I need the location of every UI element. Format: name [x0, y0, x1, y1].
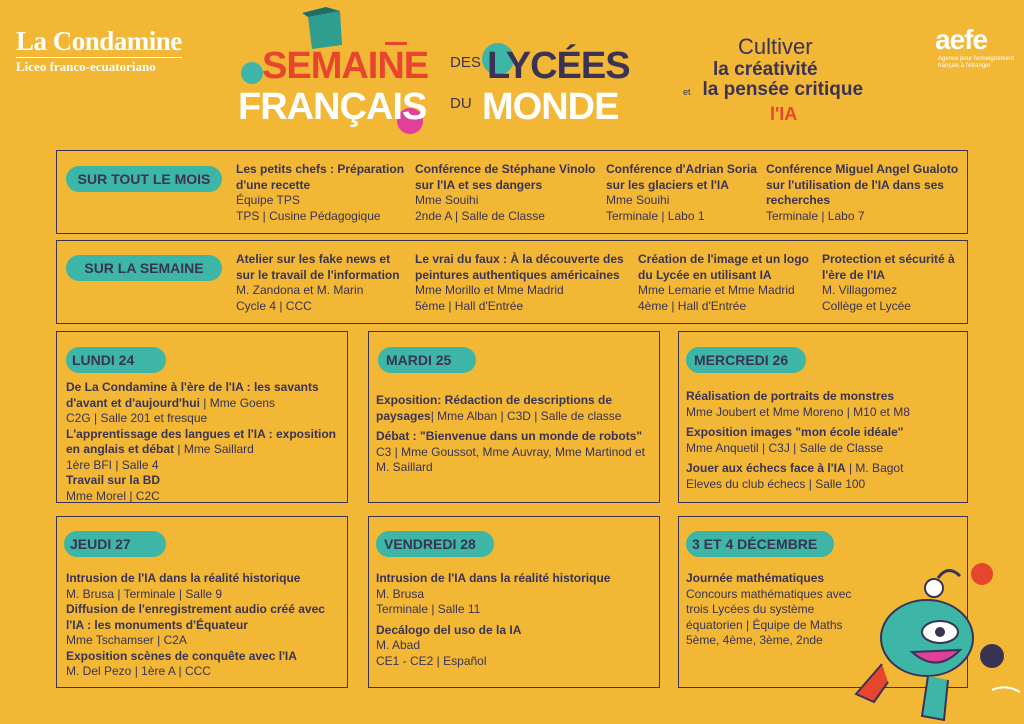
week-item-title: Atelier sur les fake news et sur le travail de l'information	[236, 252, 400, 282]
event-title: Jouer aux échecs face à l'IA	[686, 461, 846, 475]
event-detail: M. Abad	[376, 638, 421, 652]
event-detail: Mme Anquetil | C3J | Salle de Classe	[686, 440, 883, 455]
title-des: DES	[450, 54, 481, 71]
mardi-content	[376, 393, 654, 476]
week-item-line: Collège et Lycée	[822, 298, 911, 313]
month-item-title: Conférence de Stéphane Vinolo sur l'IA et ses dangers	[415, 162, 596, 192]
teal-cube-shape	[308, 11, 342, 49]
vendredi-label: VENDREDI 28	[376, 531, 494, 557]
character-pupil	[935, 627, 945, 637]
lightbulb-shape	[925, 579, 943, 597]
school-logo	[16, 28, 182, 75]
month-item-2	[415, 162, 605, 224]
mercredi-content	[686, 389, 964, 492]
week-item-line: Cycle 4 | CCC	[236, 298, 312, 313]
event-detail: | Mme Goens	[199, 395, 276, 410]
tagline-et: et	[683, 87, 691, 97]
week-label: SUR LA SEMAINE	[66, 255, 222, 281]
teal-star-shape	[241, 62, 263, 84]
month-item-line: Mme Souihi	[415, 193, 479, 207]
event-title: Débat : "Bienvenue dans un monde de robots"	[376, 429, 643, 443]
event-detail: C2G | Salle 201 et fresque	[66, 411, 208, 425]
week-item-title: Création de l'image et un logo du Lycée en utilisant IA	[638, 252, 809, 282]
month-item-line: Équipe TPS	[236, 193, 300, 207]
tagline-cultiver: Cultiver	[738, 34, 813, 59]
red-ball-shape	[971, 563, 993, 585]
decembre-label: 3 ET 4 DÉCEMBRE	[686, 531, 834, 557]
title-monde: MONDE	[482, 86, 619, 128]
event-detail: Eleves du club échecs | Salle 100	[686, 476, 866, 491]
jeudi-label: JEUDI 27	[64, 531, 166, 557]
week-item-4	[822, 252, 966, 314]
week-item-2	[415, 252, 633, 314]
week-item-line: Mme Morillo et Mme Madrid	[415, 283, 564, 297]
week-item-3	[638, 252, 814, 314]
event-title: De La Condamine à l'ère de l'IA : les savants d'avant et d'aujourd'hui	[66, 380, 319, 410]
event-detail: CE1 - CE2 | Español	[376, 653, 487, 668]
month-item-line: Terminale | Labo 7	[766, 208, 865, 223]
character-arm	[856, 664, 888, 702]
event-title: Diffusion de l'enregistrement audio créé avec l'IA : les monuments d'Équateur	[66, 602, 325, 632]
month-item-1	[236, 162, 412, 224]
event-title: Decálogo del uso de la IA	[376, 622, 522, 637]
event-detail: M. Brusa | Terminale | Salle 9	[66, 586, 223, 601]
event-detail: | M. Bagot	[845, 461, 904, 475]
event-detail: M. Del Pezo | 1ère A | CCC	[66, 664, 211, 678]
event-title: Travail sur la BD	[66, 473, 161, 487]
tagline-line1: la créativité	[713, 59, 818, 80]
school-name: La Condamine	[16, 26, 182, 56]
event-detail: Concours mathématiques avec trois Lycées du système équatorien | Équipe de Maths	[686, 586, 852, 632]
event-detail: 5ème, 4ème, 3ème, 2nde	[686, 633, 823, 647]
event-title: Exposition: Rédaction de descriptions de paysages	[376, 393, 613, 423]
week-item-line: 4ème | Hall d'Entrée	[638, 298, 747, 313]
aefe-subtitle: Agence pour l'enseignement français à l'étranger	[938, 56, 1014, 69]
week-item-line: M. Villagomez	[822, 283, 898, 297]
month-item-line: TPS | Cusine Pédagogique	[236, 208, 381, 223]
swirl-shape	[938, 570, 960, 578]
title-lycees: LYCÉES	[487, 45, 630, 87]
aefe-logo: aefe	[935, 24, 988, 55]
event-detail: | Mme Saillard	[174, 442, 254, 456]
jeudi-content	[66, 571, 344, 680]
lundi-event-1	[66, 380, 344, 411]
lundi-label: LUNDI 24	[66, 347, 166, 373]
tagline-ia: l'IA	[770, 104, 798, 124]
week-item-1	[236, 252, 412, 314]
vendredi-content	[376, 571, 654, 669]
school-subtitle: Liceo franco-ecuatoriano	[16, 57, 182, 75]
character-leg	[922, 676, 948, 720]
tagline-line2: la pensée critique	[702, 79, 864, 100]
event-title: Intrusion de l'IA dans la réalité historique	[66, 571, 301, 585]
event-title: Réalisation de portraits de monstres	[686, 389, 895, 403]
event-detail: Terminale | Salle 11	[376, 602, 481, 616]
month-item-line: Mme Souihi	[606, 193, 670, 207]
dark-ball-shape	[980, 644, 1004, 668]
month-item-3	[606, 162, 762, 224]
month-label: SUR TOUT LE MOIS	[66, 166, 222, 192]
mardi-event-1	[376, 393, 654, 424]
event-title: Exposition images "mon école idéale"	[686, 425, 904, 439]
month-item-line: Terminale | Labo 1	[606, 208, 705, 223]
title-francais: FRANÇAIS	[238, 86, 427, 128]
event-title: L'apprentissage des langues et l'IA : exposition en anglais et débat	[66, 426, 336, 456]
event-detail: 1ère BFI | Salle 4	[66, 457, 159, 472]
motion-lines	[992, 687, 1020, 692]
month-item-title: Les petits chefs : Préparation d'une recette	[236, 162, 405, 192]
week-item-line: 5ème | Hall d'Entrée	[415, 298, 524, 313]
mercredi-label: MERCREDI 26	[686, 347, 806, 373]
event-detail: Mme Morel | C2C	[66, 488, 160, 503]
lundi-event-2	[66, 427, 344, 458]
week-item-line: Mme Lemarie et Mme Madrid	[638, 283, 795, 297]
month-item-title: Conférence d'Adrian Soria sur les glaciers et l'IA	[606, 162, 757, 192]
event-detail: | Mme Alban | C3D | Salle de classe	[430, 408, 622, 423]
event-title: Journée mathématiques	[686, 571, 825, 585]
month-item-title: Conférence Miguel Angel Gualoto sur l'utilisation de l'IA dans ses recherches	[766, 162, 959, 207]
tagline-text	[683, 59, 893, 102]
title-semaine: SEMAINE	[262, 45, 429, 87]
month-item-line: 2nde A | Salle de Classe	[415, 208, 545, 223]
event-title: Exposition scènes de conquête avec l'IA	[66, 648, 297, 663]
decembre-content	[686, 571, 858, 649]
week-item-title: Le vrai du faux : À la découverte des peintures authentiques américaines	[415, 252, 624, 282]
mercredi-event-3	[686, 461, 964, 477]
event-detail: M. Brusa	[376, 586, 425, 601]
week-item-title: Protection et sécurité à l'ère de l'IA	[822, 252, 955, 282]
event-detail: C3 | Mme Goussot, Mme Auvray, Mme Martinod et M. Saillard	[376, 444, 645, 474]
event-detail: Mme Joubert et Mme Moreno | M10 et M8	[686, 404, 910, 419]
week-item-line: M. Zandona et M. Marin	[236, 283, 364, 297]
mardi-label: MARDI 25	[378, 347, 476, 373]
lundi-content	[66, 380, 344, 504]
title-du: DU	[450, 95, 472, 112]
event-detail: Mme Tschamser | C2A	[66, 633, 187, 647]
event-title: Intrusion de l'IA dans la réalité historique	[376, 571, 611, 585]
character-illustration	[842, 560, 1024, 724]
month-item-4	[766, 162, 966, 224]
